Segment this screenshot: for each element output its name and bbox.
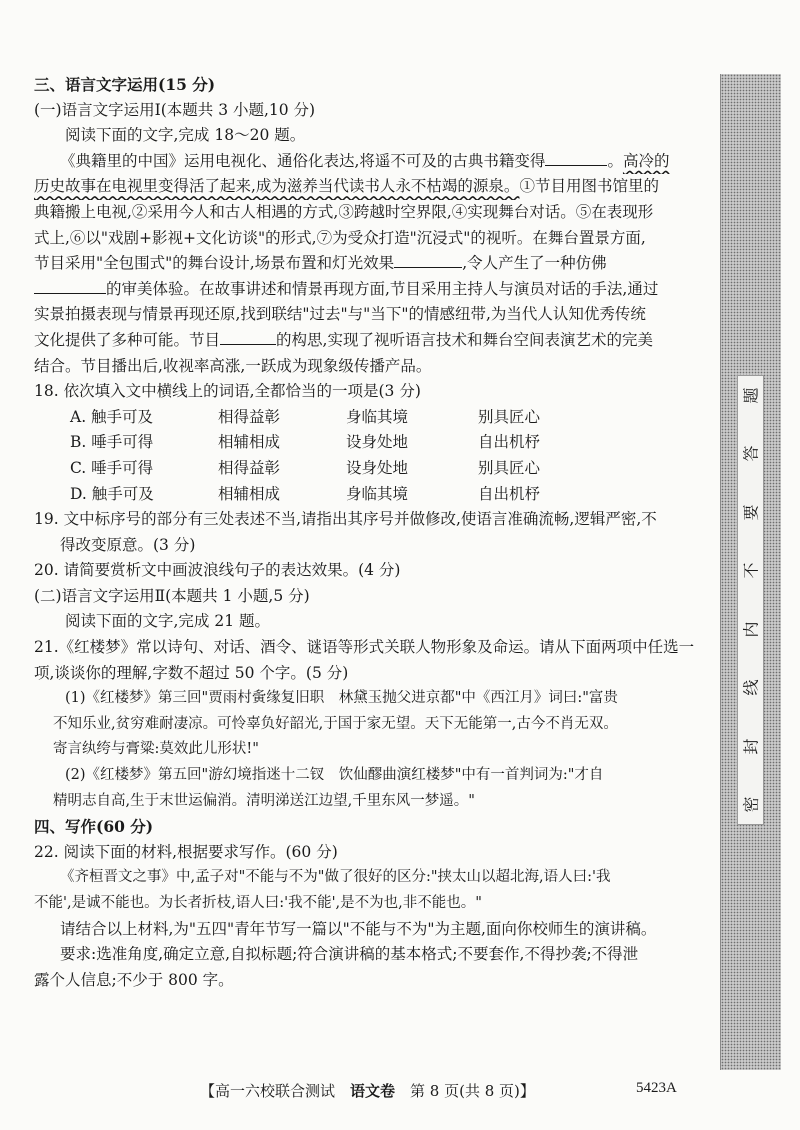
passage-line: 典籍搬上电视,②采用今人和古人相遇的方式,③跨越时空界限,④实现舞台对话。⑤在表现形 xyxy=(34,202,654,221)
passage-text: ①节目用图书馆里的 xyxy=(519,177,659,196)
passage-line xyxy=(34,328,714,354)
question-19-cont: 得改变原意。(3 分) xyxy=(60,535,196,554)
passage xyxy=(34,149,714,379)
subsection1-title: (一)语言文字运用Ⅰ(本题共 3 小题,10 分) xyxy=(34,100,316,119)
passage-line xyxy=(34,149,714,175)
seal-char: 封 xyxy=(741,738,761,755)
question-22: 22. 阅读下面的材料,根据要求写作。(60 分) xyxy=(34,842,338,861)
option-word: 自出机杼 xyxy=(478,484,541,503)
q22-requirements-cont: 露个人信息;不少于 800 字。 xyxy=(34,970,234,989)
passage-text: 。 xyxy=(607,151,623,170)
fill-blank-3 xyxy=(34,279,106,294)
passage-text: ,令人产生了一种仿佛 xyxy=(462,254,607,273)
option-word: 别具匠心 xyxy=(478,407,541,426)
option-row xyxy=(34,405,714,431)
paper-code: 5423A xyxy=(636,1080,677,1096)
question-21: 21.《红楼梦》常以诗句、对话、酒令、谜语等形式关联人物形象及命运。请从下面两项中任选一 xyxy=(34,638,695,657)
wavy-sentence: 高冷的 xyxy=(622,151,670,170)
seal-char: 内 xyxy=(741,621,761,638)
option-word: 别具匠心 xyxy=(478,458,541,477)
exam-page xyxy=(34,72,714,993)
option-word: 相得益彰 xyxy=(218,458,281,477)
seal-line-notice xyxy=(737,375,764,825)
option-word: 相辅相成 xyxy=(218,484,281,503)
seal-char: 答 xyxy=(741,445,761,462)
passage-text: 节目采用"全包围式"的舞台设计,场景布置和灯光效果 xyxy=(34,254,395,273)
q22-material: 《齐桓晋文之事》中,孟子对"不能与不为"做了很好的区分:"挟太山以超北海,语人曰:'我 xyxy=(60,869,611,886)
instruction-21: 阅读下面的文字,完成 21 题。 xyxy=(65,612,271,631)
option-label: A. 触手可及 xyxy=(70,407,154,426)
footer-title: 【高一六校联合测试 xyxy=(200,1082,351,1100)
section4-title: 四、写作(60 分) xyxy=(34,817,154,837)
fill-blank-2 xyxy=(394,253,462,268)
option-label: C. 唾手可得 xyxy=(70,458,154,477)
seal-char: 不 xyxy=(741,562,761,579)
q22-task: 请结合以上材料,为"五四"青年节写一篇以"不能与不为"为主题,面向你校师生的演讲稿。 xyxy=(60,919,657,938)
option-word: 相辅相成 xyxy=(218,433,281,452)
instruction-18-20: 阅读下面的文字,完成 18～20 题。 xyxy=(65,126,306,145)
q21-item-2: (2)《红楼梦》第五回"游幻境指迷十二钗 饮仙醪曲演红楼梦"中有一首判词为:"才自 xyxy=(65,767,604,784)
passage-text: 的构思,实现了视听语言技术和舞台空间表演艺术的完美 xyxy=(276,330,653,349)
option-word: 身临其境 xyxy=(346,484,409,503)
seal-char: 线 xyxy=(741,679,761,696)
passage-text: 的审美体验。在故事讲述和情景再现方面,节目采用主持人与演员对话的手法,通过 xyxy=(106,279,659,298)
question-19: 19. 文中标序号的部分有三处表述不当,请指出其序号并做修改,使语言准确流畅,逻辑严密,不 xyxy=(34,510,657,529)
option-word: 自出机杼 xyxy=(478,433,541,452)
passage-line: 式上,⑥以"戏剧+影视+文化访谈"的形式,⑦为受众打造"沉浸式"的视听。在舞台置景方面, xyxy=(34,228,646,247)
passage-line xyxy=(34,251,714,277)
option-label: D. 触手可及 xyxy=(70,484,154,503)
seal-char: 要 xyxy=(741,504,761,521)
option-row xyxy=(34,482,714,508)
q22-requirements: 要求:选准角度,确定立意,自拟标题;符合演讲稿的基本格式;不要套作,不得抄袭;不得泄 xyxy=(60,945,639,964)
question-18: 18. 依次填入文中横线上的词语,全都恰当的一项是(3 分) xyxy=(34,382,421,401)
subsection2-title: (二)语言文字运用Ⅱ(本题共 1 小题,5 分) xyxy=(34,586,310,605)
question-20: 20. 请简要赏析文中画波浪线句子的表达效果。(4 分) xyxy=(34,561,401,580)
passage-line: 实景拍摄表现与情景再现还原,找到联结"过去"与"当下"的情感纽带,为当代人认知优秀传统 xyxy=(34,305,646,324)
option-word: 设身处地 xyxy=(346,458,409,477)
question-21-cont: 项,谈谈你的理解,字数不超过 50 个字。(5 分) xyxy=(34,663,349,682)
passage-line xyxy=(34,174,714,200)
fill-blank-4 xyxy=(220,330,276,345)
passage-line: 结合。节目播出后,收视率高涨,一跃成为现象级传播产品。 xyxy=(34,356,432,375)
q21-item-1-cont: 寄言纨绔与膏粱:莫效此儿形状!" xyxy=(53,741,259,758)
footer-page-number: 第 8 页(共 8 页)】 xyxy=(395,1082,535,1100)
passage-text: 文化提供了多种可能。节目 xyxy=(34,330,221,349)
page-footer xyxy=(200,1080,535,1101)
q21-item-1-cont: 不知乐业,贫穷难耐凄凉。可怜辜负好韶光,于国于家无望。天下无能第一,古今不肖无双。 xyxy=(53,715,618,732)
passage-text: 《典籍里的中国》运用电视化、通俗化表达,将遥不可及的古典书籍变得 xyxy=(60,151,546,170)
wavy-sentence: 历史故事在电视里变得活了起来,成为滋养当代读书人永不枯竭的源泉。 xyxy=(34,177,520,196)
passage-line xyxy=(34,277,714,303)
seal-char: 密 xyxy=(741,796,761,813)
section3-title: 三、语言文字运用(15 分) xyxy=(34,75,216,94)
q22-material-cont: 不能',是诚不能也。为长者折枝,语人曰:'我不能',是不为也,非不能也。" xyxy=(34,895,482,911)
seal-char: 题 xyxy=(741,387,761,404)
option-row xyxy=(34,430,714,456)
option-word: 相得益彰 xyxy=(218,407,281,426)
q21-item-2-cont: 精明志自高,生于末世运偏消。清明涕送江边望,千里东风一梦遥。" xyxy=(53,792,475,809)
footer-subject: 语文卷 xyxy=(350,1082,396,1100)
option-word: 设身处地 xyxy=(346,433,409,452)
option-row xyxy=(34,456,714,482)
fill-blank-1 xyxy=(545,151,607,166)
q21-item-1: (1)《红楼梦》第三回"贾雨村夤缘复旧职 林黛玉抛父进京都"中《西江月》词曰:"富贵 xyxy=(65,690,618,707)
question-18-options xyxy=(34,405,714,507)
option-label: B. 唾手可得 xyxy=(70,433,154,452)
option-word: 身临其境 xyxy=(346,407,409,426)
